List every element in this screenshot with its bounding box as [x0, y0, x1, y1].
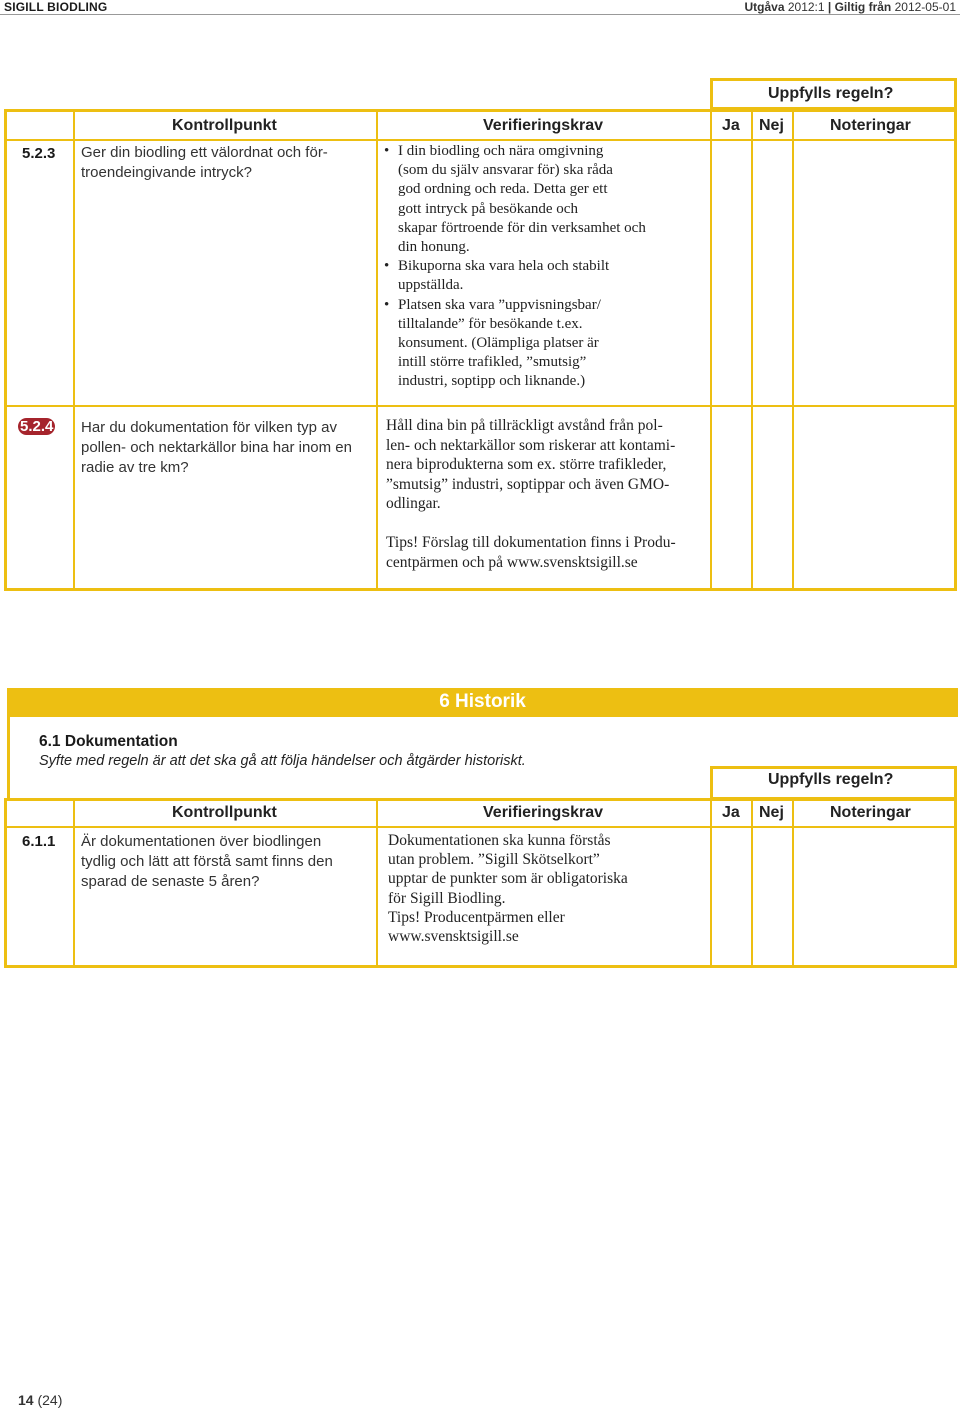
document-header-title: SIGILL BIODLING: [4, 0, 108, 14]
text-line: tilltalande” för besökande t.ex.: [398, 315, 583, 332]
text-line: www.svensktsigill.se: [388, 928, 519, 946]
subsection-heading: [39, 733, 178, 751]
requirement-bullet: [384, 257, 709, 295]
section-title-bar: [7, 688, 958, 717]
column-header-yes: Ja: [722, 117, 740, 134]
column-header-notes: Noteringar: [830, 117, 911, 134]
row-number-badge: 5.2.4: [20, 418, 54, 435]
column-header-verification: Verifieringskrav: [483, 117, 604, 134]
text-line: radie av tre km?: [81, 459, 189, 476]
column-header-no: Nej: [759, 804, 784, 821]
column-header-notes: Noteringar: [830, 804, 911, 821]
control-point-text: [81, 143, 328, 183]
valid-from-date: 2012-05-01: [894, 0, 956, 14]
text-line: tydlig och lätt att förstå samt finns den: [81, 853, 333, 870]
control-point-text: [81, 832, 333, 892]
section-frame-left: [7, 717, 10, 799]
row-divider: [7, 405, 954, 407]
section-title: 6 Historik: [439, 691, 526, 712]
text-line: Håll dina bin på tillräckligt avstånd från pol-: [386, 417, 663, 434]
text-line: odlingar.: [386, 495, 441, 513]
row-divider: [7, 139, 954, 141]
text-line: konsument. (Olämpliga platser är: [398, 335, 599, 352]
col-divider: [73, 112, 75, 588]
tips-line: centpärmen och på www.svensktsigill.se: [386, 553, 638, 571]
text-line: gott intryck på besökande och: [398, 200, 578, 217]
col-divider: [792, 112, 794, 588]
text-line: uppställda.: [398, 277, 464, 294]
text-line: pollen- och nektarkällor bina har inom en: [81, 439, 352, 456]
row-number-highlighted: [18, 418, 55, 436]
row-divider: [7, 826, 954, 828]
edition-value: 2012:1: [787, 0, 825, 14]
text-line: Är dokumentationen över biodlingen: [81, 833, 322, 850]
text-line: industri, soptipp och liknande.): [398, 373, 586, 390]
col-divider: [710, 112, 712, 588]
text-line: len- och nektarkällor som riskerar att kontami-: [386, 436, 676, 454]
text-line: troendeingivande intryck?: [81, 164, 252, 181]
edition-label: Utgåva: [744, 0, 785, 14]
text-line: • Bikuporna ska vara hela och stabilt: [398, 258, 610, 275]
page-current: 14: [18, 1392, 34, 1408]
fulfilled-header-1: Uppfylls regeln?: [768, 85, 894, 102]
column-header-verification: Verifieringskrav: [483, 804, 604, 821]
row-number: 6.1.1: [22, 833, 56, 850]
text-line: upptar de punkter som är obligatoriska: [388, 870, 628, 888]
verification-requirements: [386, 416, 708, 572]
subsection-number: 6.1: [39, 733, 61, 750]
requirement-bullet: [384, 296, 709, 392]
header-rule: [0, 14, 960, 15]
column-header-control: Kontrollpunkt: [172, 804, 277, 821]
column-header-yes: Ja: [722, 804, 740, 821]
text-line: utan problem. ”Sigill Skötselkort”: [388, 851, 600, 869]
subsection-title: Dokumentation: [64, 733, 178, 750]
text-line: Har du dokumentation för vilken typ av: [81, 419, 337, 436]
text-line: Tips! Producentpärmen eller: [388, 908, 565, 926]
text-line: (som du själv ansvarar för) ska råda: [398, 162, 613, 179]
text-line: • I din biodling och nära omgivning: [398, 143, 604, 159]
text-line: skapar förtroende för din verksamhet och: [398, 219, 646, 236]
text-line: Ger din biodling ett välordnat och för-: [81, 144, 328, 161]
text-line: nera biprodukterna som ex. större trafikleder,: [386, 456, 667, 474]
row-number: 5.2.3: [22, 145, 56, 162]
page-total: (24): [37, 1392, 63, 1408]
text-line: för Sigill Biodling.: [388, 889, 506, 907]
text-line: ”smutsig” industri, soptippar och även GMO-: [386, 475, 670, 493]
col-divider: [751, 112, 753, 588]
edition-info: [744, 0, 956, 14]
text-line: din honung.: [398, 239, 470, 256]
verification-requirements: [384, 142, 709, 392]
col-divider: [376, 112, 378, 588]
verification-requirements: [388, 831, 708, 946]
rule-purpose: Syfte med regeln är att det ska gå att följa händelser och åtgärder historiskt.: [39, 753, 526, 769]
text-line: Dokumentationen ska kunna förstås: [388, 832, 611, 849]
text-line: intill större trafikled, ”smutsig”: [398, 354, 587, 371]
column-header-control: Kontrollpunkt: [172, 117, 277, 134]
page-number: [18, 1392, 62, 1408]
text-line: god ordning och reda. Detta ger ett: [398, 181, 608, 198]
header-separator: |: [827, 0, 832, 14]
control-point-text: [81, 418, 352, 478]
tips-line: Tips! Förslag till dokumentation finns i Produ-: [386, 533, 676, 551]
valid-from-label: Giltig från: [834, 0, 892, 14]
requirement-bullet: [384, 142, 709, 257]
column-header-no: Nej: [759, 117, 784, 134]
text-line: • Platsen ska vara ”uppvisningsbar/: [398, 296, 601, 313]
text-line: sparad de senaste 5 åren?: [81, 873, 260, 890]
fulfilled-header-2: Uppfylls regeln?: [768, 771, 894, 788]
